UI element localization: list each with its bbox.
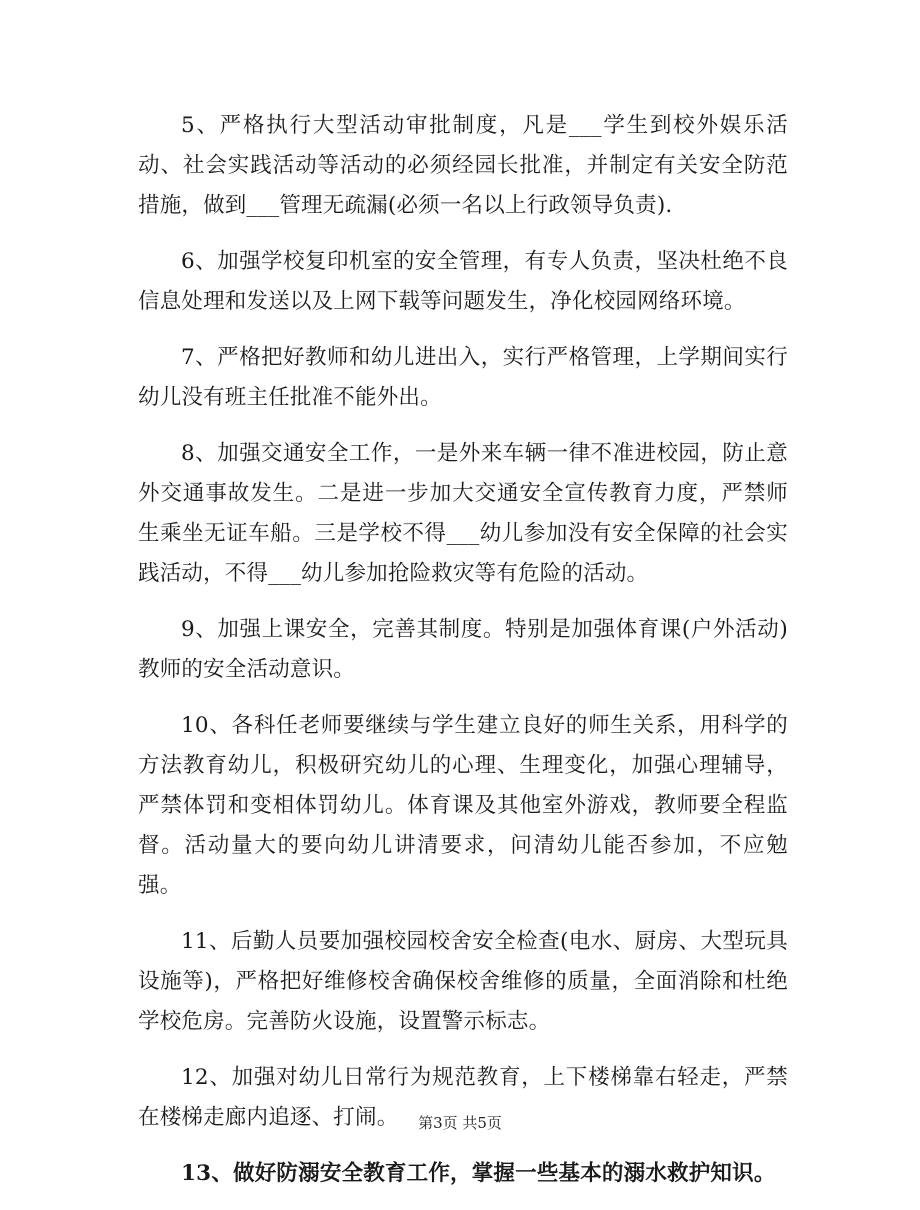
paragraph-10: 10、各科任老师要继续与学生建立良好的师生关系，用科学的方法教育幼儿，积极研究幼儿的心理、生理变化，加强心理辅导，严禁体罚和变相体罚幼儿。体育课及其他室外游戏，教师要全程监督。活动量大的要向幼儿讲清要求，问清幼儿能否参加，不应勉强。: [138, 713, 788, 898]
paragraph-11: 11、后勤人员要加强校园校舍安全检查(电水、厨房、大型玩具设施等)，严格把好维修校舍确保校舍维修的质量，全面消除和杜绝学校危房。完善防火设施，设置警示标志。: [138, 929, 788, 1034]
paragraph-9: 9、加强上课安全，完善其制度。特别是加强体育课(户外活动)教师的安全活动意识。: [138, 617, 788, 682]
paragraph-13: 13、做好防溺安全教育工作，掌握一些基本的溺水救护知识。: [181, 1161, 776, 1186]
paragraph-8: 8、加强交通安全工作，一是外来车辆一律不准进校园，防止意外交通事故发生。二是进一步加大交通安全宣传教育力度，严禁师生乘坐无证车船。三是学校不得___幼儿参加没有安全保障的社会实践活动，不得___幼儿参加抢险救灾等有危险的活动。: [138, 441, 788, 586]
paragraph-12: 12、加强对幼儿日常行为规范教育，上下楼梯靠右轻走，严禁在楼梯走廊内追逐、打闹。: [138, 1065, 788, 1130]
paragraph-5: 5、严格执行大型活动审批制度，凡是___学生到校外娱乐活动、社会实践活动等活动的必须经园长批准，并制定有关安全防范措施，做到___管理无疏漏(必须一名以上行政领导负责).: [138, 113, 788, 218]
document-body: [138, 106, 788, 1210]
paragraph-7: 7、严格把好教师和幼儿进出入，实行严格管理，上学期间实行幼儿没有班主任批准不能外出。: [138, 345, 788, 410]
paragraph-6: 6、加强学校复印机室的安全管理，有专人负责，坚决杜绝不良信息处理和发送以及上网下载等问题发生，净化校园网络环境。: [138, 249, 788, 314]
page-number-footer: 第3页 共5页: [418, 1114, 502, 1132]
